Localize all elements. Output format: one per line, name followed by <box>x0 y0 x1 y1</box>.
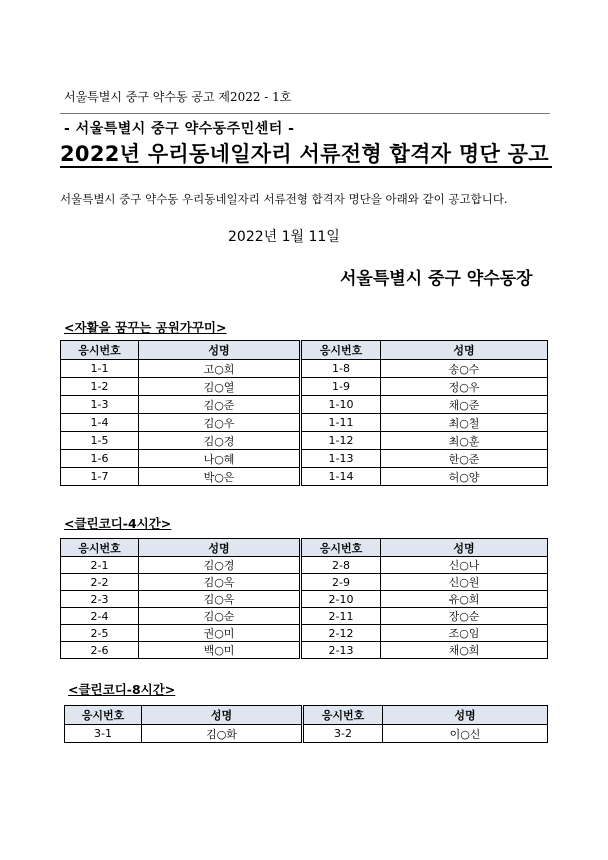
notice-number: 서울특별시 중구 약수동 공고 제2022 - 1호 <box>64 90 292 104</box>
applicant-number-cell: 2-9 <box>301 574 381 591</box>
applicant-number-cell: 1-11 <box>301 414 381 432</box>
table-row <box>61 468 548 486</box>
applicant-name-cell: 김○옥 <box>139 574 301 591</box>
applicant-number-cell: 1-10 <box>301 396 381 414</box>
applicant-number-cell: 2-12 <box>301 625 381 642</box>
applicant-name-cell: 김○열 <box>139 378 301 396</box>
applicant-number-cell: 3-1 <box>65 725 142 743</box>
announcement-date: 2022년 1월 11일 <box>228 229 340 245</box>
applicant-number-cell: 2-11 <box>301 608 381 625</box>
table-header-row <box>61 539 548 557</box>
applicant-number-cell: 1-2 <box>61 378 139 396</box>
applicant-number-cell: 1-9 <box>301 378 381 396</box>
applicant-name-cell: 유○희 <box>381 591 548 608</box>
applicant-number-cell: 1-14 <box>301 468 381 486</box>
col-header-name: 성명 <box>381 341 548 360</box>
table-header-row <box>65 706 548 725</box>
applicant-name-cell: 정○우 <box>381 378 548 396</box>
applicant-name-cell: 김○우 <box>139 414 301 432</box>
applicant-name-cell: 김○경 <box>139 432 301 450</box>
applicant-name-cell: 신○원 <box>381 574 548 591</box>
applicant-number-cell: 2-13 <box>301 642 381 659</box>
issuer-signature: 서울특별시 중구 약수동장 <box>340 269 533 289</box>
applicant-number-cell: 1-5 <box>61 432 139 450</box>
col-header-name: 성명 <box>139 341 301 360</box>
roster-table-clean-coordi-8h <box>64 705 548 743</box>
applicant-number-cell: 2-2 <box>61 574 139 591</box>
applicant-number-cell: 2-8 <box>301 557 381 574</box>
applicant-name-cell: 허○양 <box>381 468 548 486</box>
applicant-number-cell: 2-4 <box>61 608 139 625</box>
table-row <box>61 557 548 574</box>
announcement-text: 서울특별시 중구 약수동 우리동네일자리 서류전형 합격자 명단을 아래와 같이 공고합니다. <box>60 192 508 206</box>
applicant-name-cell: 김○순 <box>139 608 301 625</box>
applicant-name-cell: 김○준 <box>139 396 301 414</box>
table-row <box>61 591 548 608</box>
col-header-name: 성명 <box>381 539 548 557</box>
applicant-name-cell: 최○훈 <box>381 432 548 450</box>
applicant-name-cell: 김○화 <box>142 725 303 743</box>
document-title: 2022년 우리동네일자리 서류전형 합격자 명단 공고 <box>60 142 549 166</box>
applicant-number-cell: 1-13 <box>301 450 381 468</box>
table-row <box>65 725 548 743</box>
title-underline <box>60 166 552 168</box>
table-header-row <box>61 341 548 360</box>
table-row <box>61 642 548 659</box>
table-row <box>61 574 548 591</box>
col-header-name: 성명 <box>383 706 548 725</box>
applicant-number-cell: 2-5 <box>61 625 139 642</box>
section-title-clean-coordi-8h: <클린코디-8시간> <box>68 682 176 697</box>
applicant-number-cell: 1-1 <box>61 360 139 378</box>
applicant-name-cell: 고○희 <box>139 360 301 378</box>
section-title-clean-coordi-4h: <클린코디-4시간> <box>64 516 172 531</box>
table-row <box>61 432 548 450</box>
table-row <box>61 360 548 378</box>
section-title-park-gardeners: <자활을 꿈꾸는 공원가꾸미> <box>64 320 227 335</box>
col-header-number: 응시번호 <box>301 341 381 360</box>
table-row <box>61 608 548 625</box>
organization-name: - 서울특별시 중구 약수동주민센터 - <box>64 121 295 137</box>
applicant-name-cell: 김○경 <box>139 557 301 574</box>
applicant-number-cell: 2-10 <box>301 591 381 608</box>
applicant-number-cell: 3-2 <box>303 725 383 743</box>
applicant-name-cell: 채○희 <box>381 642 548 659</box>
col-header-number: 응시번호 <box>65 706 142 725</box>
applicant-name-cell: 나○혜 <box>139 450 301 468</box>
applicant-number-cell: 1-12 <box>301 432 381 450</box>
header-divider <box>60 113 550 114</box>
table-row <box>61 450 548 468</box>
applicant-number-cell: 1-6 <box>61 450 139 468</box>
applicant-number-cell: 1-4 <box>61 414 139 432</box>
col-header-number: 응시번호 <box>301 539 381 557</box>
applicant-name-cell: 최○철 <box>381 414 548 432</box>
col-header-number: 응시번호 <box>61 341 139 360</box>
applicant-name-cell: 이○신 <box>383 725 548 743</box>
col-header-number: 응시번호 <box>303 706 383 725</box>
applicant-name-cell: 조○임 <box>381 625 548 642</box>
applicant-name-cell: 권○미 <box>139 625 301 642</box>
table-row <box>61 396 548 414</box>
applicant-number-cell: 1-8 <box>301 360 381 378</box>
applicant-number-cell: 1-3 <box>61 396 139 414</box>
applicant-number-cell: 1-7 <box>61 468 139 486</box>
table-row <box>61 378 548 396</box>
col-header-number: 응시번호 <box>61 539 139 557</box>
table-row <box>61 625 548 642</box>
col-header-name: 성명 <box>142 706 303 725</box>
applicant-name-cell: 송○수 <box>381 360 548 378</box>
applicant-number-cell: 2-1 <box>61 557 139 574</box>
col-header-name: 성명 <box>139 539 301 557</box>
applicant-number-cell: 2-3 <box>61 591 139 608</box>
roster-table-park-gardeners <box>60 340 548 486</box>
applicant-name-cell: 장○순 <box>381 608 548 625</box>
applicant-name-cell: 채○준 <box>381 396 548 414</box>
roster-table-clean-coordi-4h <box>60 538 548 659</box>
table-row <box>61 414 548 432</box>
applicant-name-cell: 한○준 <box>381 450 548 468</box>
applicant-name-cell: 신○나 <box>381 557 548 574</box>
applicant-name-cell: 백○미 <box>139 642 301 659</box>
applicant-name-cell: 박○은 <box>139 468 301 486</box>
applicant-name-cell: 김○옥 <box>139 591 301 608</box>
applicant-number-cell: 2-6 <box>61 642 139 659</box>
